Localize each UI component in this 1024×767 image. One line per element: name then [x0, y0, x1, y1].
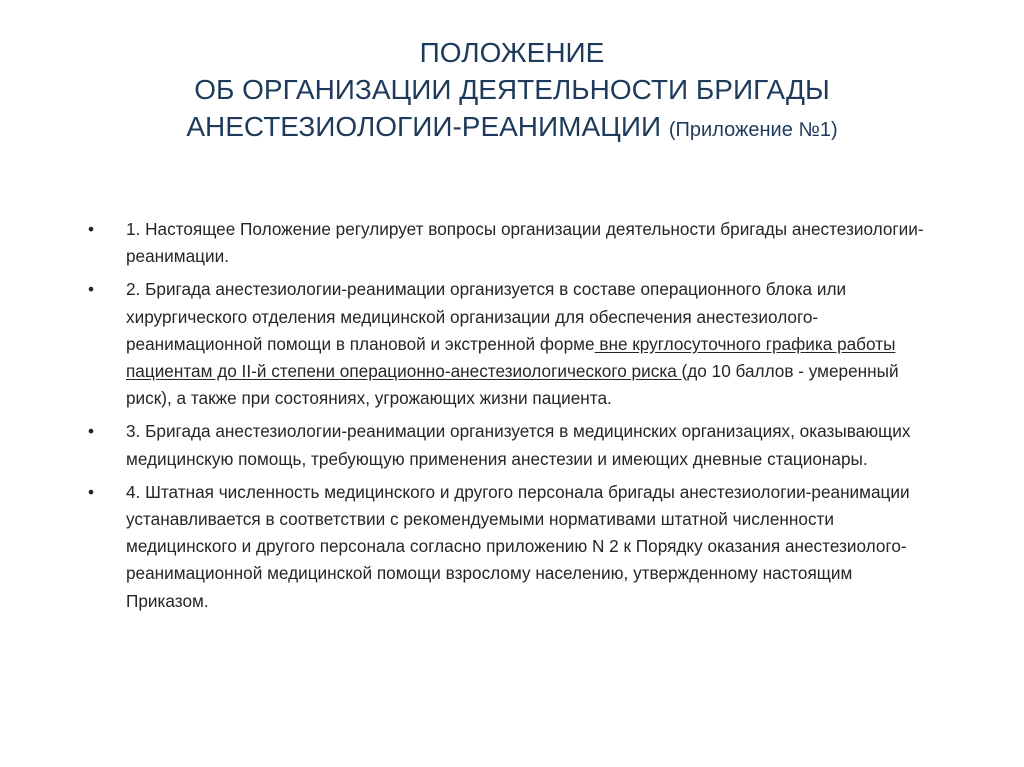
title-appendix-note: (Приложение №1): [668, 119, 838, 141]
bullet-list: [88, 216, 938, 621]
list-item-text: 4. Штатная численность медицинского и другого персонала бригады анестезиологии-реанимации устанавливается в соответствии с рекомендуемыми нормативами штатной численности медицинского и другого персонала согласно приложению N 2 к Порядку оказания анестезиолого-реанимационной медицинской помощи взрослому населению, утвержденному настоящим Приказом.: [126, 481, 910, 611]
bullet-icon: •: [88, 481, 95, 502]
title-line-3: [100, 108, 924, 149]
list-item: [88, 216, 938, 270]
page-title: [100, 34, 924, 149]
list-item-text: 1. Настоящее Положение регулирует вопросы организации деятельности бригады анестезиологии-реанимации.: [126, 219, 924, 267]
list-item: [88, 418, 938, 472]
bullet-icon: •: [88, 279, 95, 300]
title-line-2: ОБ ОРГАНИЗАЦИИ ДЕЯТЕЛЬНОСТИ БРИГАДЫ: [194, 74, 830, 105]
title-line-3-main: АНЕСТЕЗИОЛОГИИ-РЕАНИМАЦИИ: [186, 111, 662, 142]
title-line-1: ПОЛОЖЕНИЕ: [419, 37, 605, 68]
list-item-text: 3. Бригада анестезиологии-реанимации организуется в медицинских организациях, оказывающих медицинскую помощь, требующую применения анестезии и имеющих дневные стационары.: [126, 421, 911, 469]
list-item: [88, 276, 938, 412]
list-item: [88, 479, 938, 615]
list-item-text: 2. Бригада анестезиологии-реанимации организуется в составе операционного блока или хирургического отделения медицинской организации для обеспечения анестезиолого-реанимационной помощи в плановой и экстренной форме: [126, 279, 847, 354]
underlined-text: вне круглосуточного графика работы пациентам до II-й степени операционно-анестезиологического риска: [126, 333, 896, 382]
list-item-text: (до 10 баллов - умеренный риск), а также при состояниях, угрожающих жизни пациента.: [126, 361, 899, 409]
bullet-icon: •: [88, 219, 95, 239]
bullet-icon: •: [88, 421, 95, 442]
